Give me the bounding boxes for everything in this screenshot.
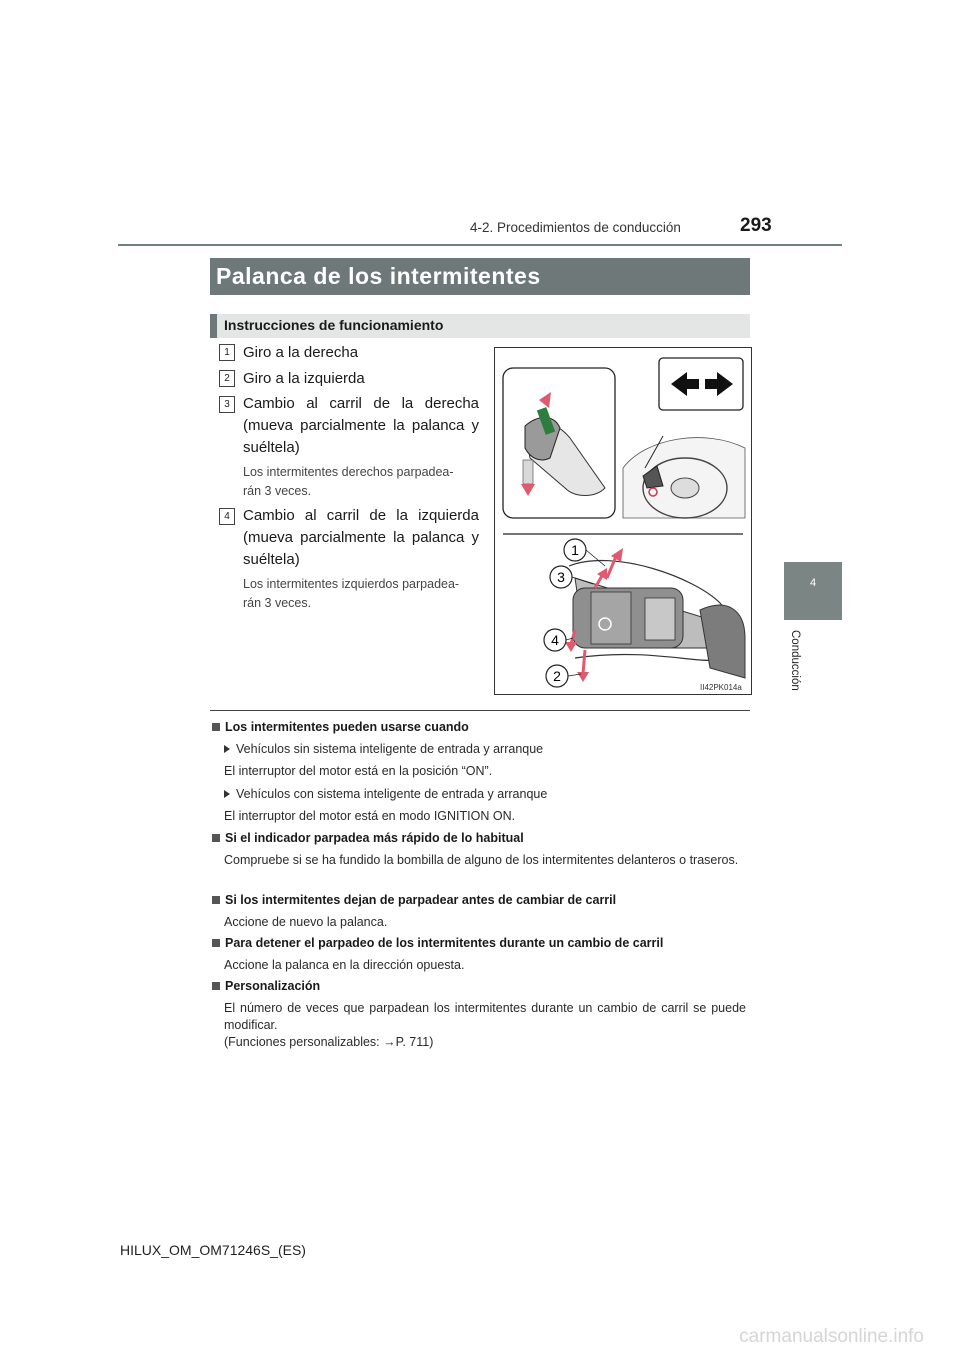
triangle-bullet-icon (224, 790, 230, 798)
lever-illustration (495, 348, 751, 694)
item-text-line: (mueva parcialmente la palanca y (243, 529, 479, 546)
square-bullet-icon (212, 834, 220, 842)
square-bullet-icon (212, 723, 220, 731)
chapter-label-text: Conducción (789, 630, 801, 691)
note-text: El interruptor del motor está en la posición “ON”. (224, 764, 493, 778)
item-text-line: Cambio al carril de la izquierda (243, 507, 479, 524)
subtitle-accent (210, 314, 217, 338)
note-text: El interruptor del motor está en modo IGNITION ON. (224, 809, 516, 823)
item-number: 2 (219, 370, 235, 387)
note-text: Accione la palanca en la dirección opuesta. (224, 958, 465, 972)
chapter-label (778, 630, 848, 720)
svg-text:4: 4 (551, 632, 559, 648)
svg-text:1: 1 (571, 542, 579, 558)
watermark: carmanualsonline.info (739, 1326, 924, 1347)
item-text-line: suéltela) (243, 551, 300, 568)
turn-signal-lever-figure (494, 347, 752, 695)
item-number: 3 (219, 396, 235, 413)
item-note: rán 3 veces. (243, 596, 312, 610)
page-title: Palanca de los intermitentes (216, 263, 541, 289)
note-text: El número de veces que parpadean los intermitentes durante un cambio de carril se puede modificar. (224, 1001, 746, 1032)
chapter-tab: 4 (784, 562, 842, 620)
note-heading: Para detener el parpadeo de los intermitentes durante un cambio de carril (212, 936, 663, 950)
header-rule (118, 244, 842, 246)
item-number: 1 (219, 344, 235, 361)
figure-code: II42PK014a (700, 683, 742, 692)
bullet-item: Vehículos sin sistema inteligente de entrada y arranque (224, 741, 543, 758)
note-text: Accione de nuevo la palanca. (224, 915, 388, 929)
item-text: Giro a la izquierda (243, 370, 365, 387)
section-reference: 4-2. Procedimientos de conducción (470, 220, 681, 235)
note-heading: Si los intermitentes dejan de parpadear antes de cambiar de carril (212, 893, 616, 907)
svg-text:3: 3 (557, 569, 565, 585)
svg-text:2: 2 (553, 668, 561, 684)
item-text-line: (mueva parcialmente la palanca y (243, 417, 479, 434)
note-heading: Los intermitentes pueden usarse cuando (212, 720, 469, 734)
square-bullet-icon (212, 939, 220, 947)
item-note: Los intermitentes derechos parpadea- (243, 465, 454, 479)
note-heading: Si el indicador parpadea más rápido de lo habitual (212, 831, 524, 845)
item-note: rán 3 veces. (243, 484, 312, 498)
square-bullet-icon (212, 896, 220, 904)
callout-2 (546, 665, 581, 687)
item-text-line: Cambio al carril de la derecha (243, 395, 479, 412)
square-bullet-icon (212, 982, 220, 990)
item-number: 4 (219, 508, 235, 525)
note-heading: Personalización (212, 979, 320, 993)
section-divider (210, 710, 750, 711)
item-text: Giro a la derecha (243, 344, 359, 361)
item-text-line: suéltela) (243, 439, 300, 456)
section-subtitle: Instrucciones de funcionamiento (224, 317, 444, 333)
note-text: (Funciones personalizables: →P. 711) (224, 1035, 434, 1049)
page-number: 293 (740, 215, 772, 236)
triangle-bullet-icon (224, 745, 230, 753)
document-id: HILUX_OM_OM71246S_(ES) (120, 1242, 306, 1258)
item-note: Los intermitentes izquierdos parpadea- (243, 577, 460, 591)
bullet-item: Vehículos con sistema inteligente de entrada y arranque (224, 786, 547, 803)
note-text: Compruebe si se ha fundido la bombilla de alguno de los intermitentes delanteros o traseros. (224, 853, 739, 867)
